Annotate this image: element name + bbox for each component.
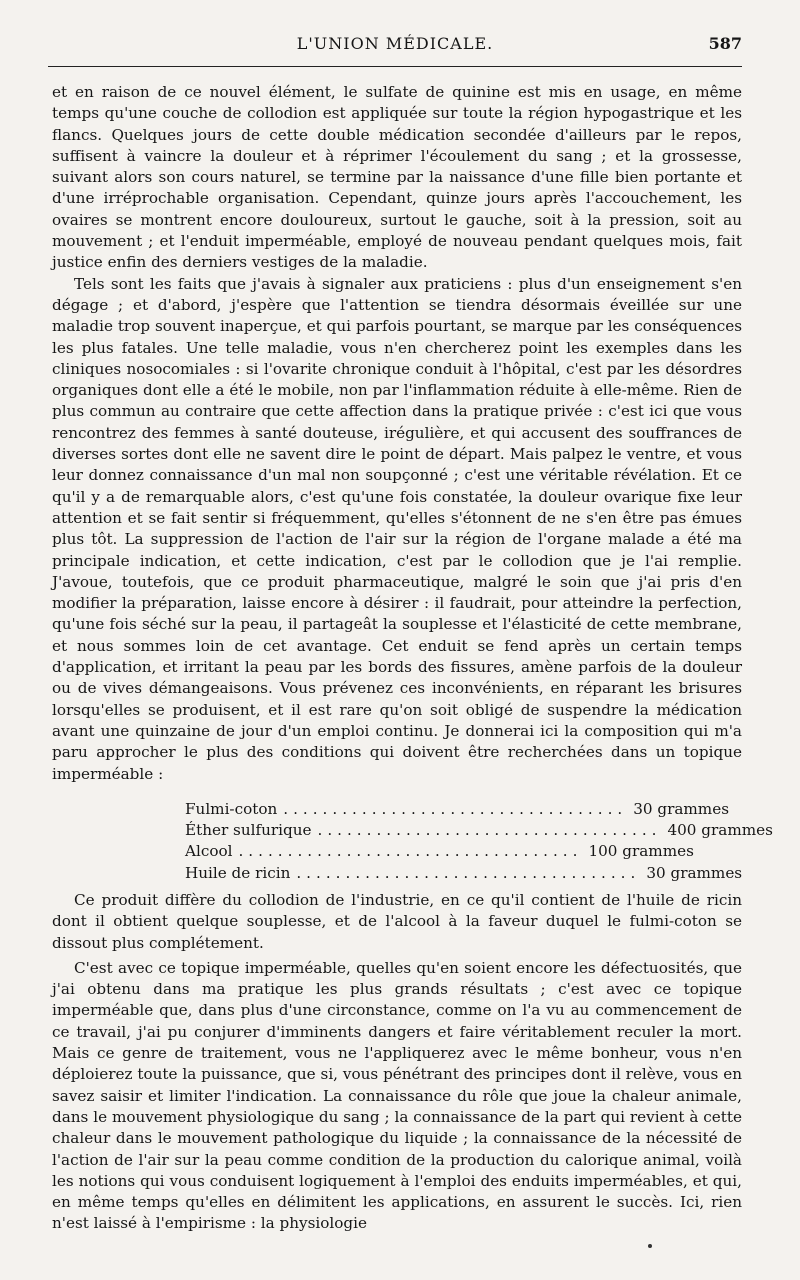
recipe-row bbox=[185, 841, 694, 862]
leader-dots: ................................... bbox=[296, 863, 641, 882]
ingredient-quantity: 30 grammes bbox=[646, 863, 743, 882]
ingredient-name: Éther sulfurique bbox=[185, 821, 312, 840]
paragraph-continuation: et en raison de ce nouvel élément, le sulfate de quinine est mis en usage, en même temps qu'une couche de collodion est appliquée sur toute la région hypogastrique et les flancs. Quelques jours de cette double médication secondée d'ailleurs par le repos, suffisent à vaincre la douleur et à réprimer l'écoulement du sang ; et la grossesse, suivant alors son cours naturel, se termine par la naissance d'une fille bien portante et d'une irréprochable organisation. Cependant, quinze jours après l'accouchement, les ovaires se montrent encore douloureux, surtout le gauche, soit à la pression, soit au mouvement ; et l'enduit imperméable, employé de nouveau pendant quelques mois, fait justice enfin des derniers vestiges de la maladie. bbox=[52, 83, 742, 272]
body-text bbox=[52, 82, 773, 1235]
ingredient-quantity: 30 grammes bbox=[633, 799, 729, 818]
recipe-table bbox=[185, 799, 773, 884]
paragraph-facts: Tels sont les faits que j'avais à signaler aux praticiens : plus d'un enseignement s'en dégage ; et d'abord, j'espère que l'attention se tiendra désormais éveillée sur une maladie trop souvent inaperçue, et qui parfois pourtant, se marque par les conséquences les plus fatales. Une telle maladie, vous n'en chercherez point les exemples dans les cliniques nosocomiales : si l'ovarite chronique conduit à l'hôpital, c'est par les désordres organiques dont elle a été le mobile, non par l'inflammation réduite à elle-même. Rien de plus commun au contraire que cette affection dans la pratique privée : c'est ici que vous rencontrez des femmes à santé douteuse, irégulière, et qui accusent des souffrances de diverses sortes dont elle ne savent dire le point de départ. Mais palpez le ventre, et vous leur donnez connaissance d'un mal non soupçonné ; c'est une véritable révélation. Et ce qu'il y a de remarquable alors, c'est qu'une fois constatée, la douleur ovarique fixe leur attention et se fait sentir si fréquemment, qu'elles s'étonnent de ne s'en être pas émues plus tôt. La suppression de l'action de l'air sur la région de l'organe malade a été ma principale indication, et cette indication, c'est par le collodion que je l'ai remplie. J'avoue, toutefois, que ce produit pharmaceutique, malgré le soin que j'ai pris d'en modifier la préparation, laisse encore à désirer : il faudrait, pour atteindre la perfection, qu'une fois séché sur la peau, il partageât la souplesse et l'élasticité de cette membrane, et nous sommes loin de cet avantage. Cet enduit se fend après un certain temps d'application, et irritant la peau par les bords des fissures, amène parfois de la douleur ou de vives démangeaisons. Vous prévenez ces inconvénients, en réparant les brisures lorsqu'elles se produisent, et il est rare qu'on soit obligé de suspendre la médication avant une quinzaine de jour d'un emploi continu. Je donnerai ici la composition qui m'a paru approcher le plus des conditions qui doivent être recherchées dans un topique imperméable : bbox=[52, 274, 742, 783]
leader-dots: ................................... bbox=[317, 821, 662, 840]
ingredient-quantity: 400 grammes bbox=[667, 821, 773, 840]
recipe-row bbox=[185, 820, 773, 841]
recipe-row bbox=[185, 799, 729, 820]
paragraph-product: Ce produit diffère du collodion de l'industrie, en ce qu'il contient de l'huile de ricin dont il obtient quelque souplesse, et de l'alcool à la faveur duquel le fulmi-coton se dissout plus complétement. bbox=[52, 890, 742, 952]
stray-print-mark bbox=[648, 1244, 652, 1248]
page-number: 587 bbox=[708, 34, 742, 53]
recipe-row bbox=[185, 863, 743, 884]
leader-dots: ................................... bbox=[238, 842, 583, 861]
running-title: L'UNION MÉDICALE. bbox=[296, 34, 494, 53]
header-rule bbox=[48, 66, 742, 67]
page-header bbox=[48, 30, 742, 60]
ingredient-name: Alcool bbox=[185, 842, 233, 861]
ingredient-name: Fulmi-coton bbox=[185, 799, 278, 818]
ingredient-quantity: 100 grammes bbox=[588, 842, 694, 861]
paragraph-topique: C'est avec ce topique imperméable, quelles qu'en soient encore les défectuosités, que j'ai obtenu dans ma pratique les plus grands résultats ; c'est avec ce topique imperméable que, dans plus d'une circonstance, comme on l'a vu au commencement de ce travail, j'ai pu conjurer d'imminents dangers et faire véritablement reculer la mort. Mais ce genre de traitement, vous ne l'appliquerez avec le même bonheur, vous n'en déploierez toute la puissance, que si, vous pénétrant des principes dont il relève, vous en savez saisir et limiter l'indication. La connaissance du rôle que joue la chaleur animale, dans le mouvement physiologique du sang ; la connaissance de la part qui revient à cette chaleur dans le mouvement pathologique du liquide ; la connaissance de la nécessité de l'action de l'air sur la peau comme condition de la production du calorique animal, voilà les notions qui vous conduisent logiquement à l'emploi des enduits imperméables, et qui, en même temps qu'elles en délimitent les applications, en assurent le succès. Ici, rien n'est laissé à l'empirisme : la physiologie bbox=[52, 958, 742, 1233]
leader-dots: ................................... bbox=[283, 799, 628, 818]
ingredient-name: Huile de ricin bbox=[185, 863, 291, 882]
